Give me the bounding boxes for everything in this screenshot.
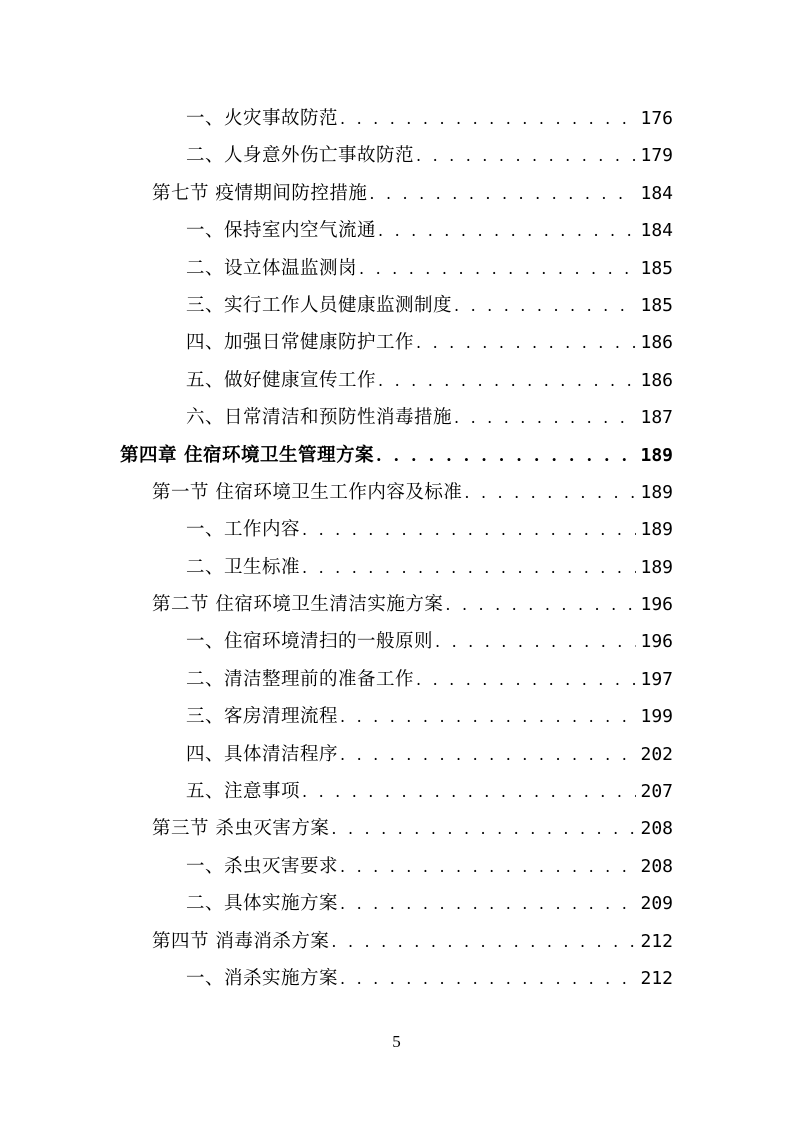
- toc-entry-title: 二、人身意外伤亡事故防范: [186, 145, 415, 167]
- toc-dot-leader: [331, 923, 636, 960]
- toc-entry-title: 第三节 杀虫灭害方案: [152, 818, 330, 840]
- toc-dot-leader: [302, 511, 636, 548]
- toc-section-entry[interactable]: [0, 810, 793, 847]
- toc-dot-leader: [435, 623, 636, 660]
- toc-dot-leader: [416, 137, 636, 174]
- toc-dot-leader: [445, 586, 636, 623]
- toc-entry[interactable]: [0, 736, 793, 773]
- toc-entry-title: 二、清洁整理前的准备工作: [186, 668, 415, 690]
- toc-entry[interactable]: [0, 250, 793, 287]
- toc-entry-title: 三、实行工作人员健康监测制度: [186, 294, 453, 316]
- toc-entry-page: 189: [640, 481, 673, 503]
- toc-entry[interactable]: [0, 661, 793, 698]
- toc-entry-title: 一、消杀实施方案: [186, 967, 339, 989]
- toc-chapter-entry[interactable]: [0, 437, 793, 474]
- toc-entry[interactable]: [0, 960, 793, 997]
- toc-entry-page: 212: [640, 967, 673, 989]
- toc-entry[interactable]: [0, 511, 793, 548]
- toc-dot-leader: [378, 362, 636, 399]
- toc-entry-title: 一、工作内容: [186, 519, 301, 541]
- toc-entry-page: 208: [640, 855, 673, 877]
- toc-dot-leader: [376, 437, 637, 474]
- toc-entry[interactable]: [0, 885, 793, 922]
- toc-dot-leader: [454, 287, 636, 324]
- toc-entry[interactable]: [0, 399, 793, 436]
- toc-entry-page: 197: [640, 668, 673, 690]
- table-of-contents: [0, 100, 793, 997]
- toc-dot-leader: [340, 960, 636, 997]
- toc-entry-page: 176: [640, 108, 673, 129]
- toc-entry-title: 一、火灾事故防范: [186, 108, 339, 129]
- toc-section-entry[interactable]: [0, 474, 793, 511]
- toc-entry-title: 一、住宿环境清扫的一般原则: [186, 631, 434, 653]
- toc-section-entry[interactable]: [0, 175, 793, 212]
- toc-dot-leader: [302, 549, 636, 586]
- toc-entry-page: 185: [640, 257, 673, 279]
- toc-entry-title: 五、注意事项: [186, 781, 301, 803]
- toc-entry-page: 189: [640, 556, 673, 578]
- toc-entry-page: 196: [640, 631, 673, 653]
- toc-entry-title: 第二节 住宿环境卫生清洁实施方案: [152, 594, 444, 616]
- toc-dot-leader: [464, 474, 636, 511]
- toc-entry-title: 二、卫生标准: [186, 556, 301, 578]
- toc-dot-leader: [359, 250, 636, 287]
- toc-entry-title: 第七节 疫情期间防控措施: [152, 182, 368, 204]
- page-number: 5: [392, 1032, 401, 1051]
- toc-dot-leader: [340, 698, 636, 735]
- toc-entry-page: 208: [640, 818, 673, 840]
- toc-entry-page: 179: [640, 145, 673, 167]
- toc-entry[interactable]: [0, 773, 793, 810]
- toc-entry[interactable]: [0, 137, 793, 174]
- toc-dot-leader: [416, 661, 636, 698]
- toc-entry-title: 五、做好健康宣传工作: [186, 369, 377, 391]
- toc-entry[interactable]: [0, 549, 793, 586]
- toc-entry-page: 207: [640, 781, 673, 803]
- toc-entry-page: 202: [640, 743, 673, 765]
- toc-entry[interactable]: [0, 698, 793, 735]
- toc-entry-title: 一、保持室内空气流通: [186, 220, 377, 242]
- toc-entry-title: 四、具体清洁程序: [186, 743, 339, 765]
- toc-dot-leader: [340, 100, 636, 137]
- toc-section-entry[interactable]: [0, 923, 793, 960]
- toc-entry-page: 196: [640, 594, 673, 616]
- toc-section-entry[interactable]: [0, 586, 793, 623]
- toc-entry-page: 186: [640, 332, 673, 354]
- toc-entry-page: 184: [640, 220, 673, 242]
- toc-entry-page: 209: [640, 893, 673, 915]
- toc-entry-page: 186: [640, 369, 673, 391]
- toc-dot-leader: [340, 848, 636, 885]
- toc-entry-title: 二、具体实施方案: [186, 893, 339, 915]
- toc-entry[interactable]: [0, 362, 793, 399]
- toc-entry-title: 第四节 消毒消杀方案: [152, 930, 330, 952]
- toc-entry-title: 第四章 住宿环境卫生管理方案: [120, 444, 374, 466]
- toc-entry-title: 六、日常清洁和预防性消毒措施: [186, 407, 453, 429]
- toc-entry[interactable]: [0, 100, 793, 137]
- toc-entry[interactable]: [0, 212, 793, 249]
- toc-entry[interactable]: [0, 287, 793, 324]
- toc-dot-leader: [454, 399, 636, 436]
- toc-entry-page: 189: [640, 519, 673, 541]
- toc-entry-title: 三、客房清理流程: [186, 706, 339, 728]
- toc-entry-page: 185: [640, 294, 673, 316]
- toc-entry-title: 四、加强日常健康防护工作: [186, 332, 415, 354]
- toc-entry-page: 189: [640, 444, 673, 466]
- toc-entry[interactable]: [0, 324, 793, 361]
- toc-dot-leader: [340, 736, 636, 773]
- toc-dot-leader: [331, 810, 636, 847]
- toc-entry-title: 第一节 住宿环境卫生工作内容及标准: [152, 481, 463, 503]
- toc-entry-page: 212: [640, 930, 673, 952]
- toc-dot-leader: [369, 175, 636, 212]
- toc-entry-page: 199: [640, 706, 673, 728]
- toc-entry[interactable]: [0, 848, 793, 885]
- toc-dot-leader: [302, 773, 636, 810]
- toc-dot-leader: [378, 212, 636, 249]
- toc-entry-title: 一、杀虫灭害要求: [186, 855, 339, 877]
- toc-entry-title: 二、设立体温监测岗: [186, 257, 358, 279]
- toc-dot-leader: [340, 885, 636, 922]
- toc-entry-page: 187: [640, 407, 673, 429]
- toc-dot-leader: [416, 324, 636, 361]
- toc-entry[interactable]: [0, 623, 793, 660]
- toc-entry-page: 184: [640, 182, 673, 204]
